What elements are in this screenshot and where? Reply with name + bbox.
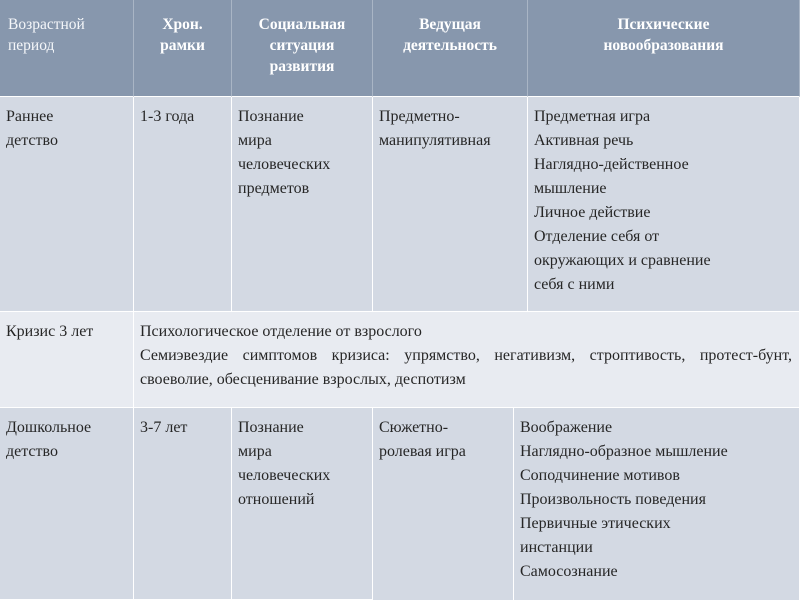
row-early-formation-5: Личное действие <box>534 204 651 221</box>
row-crisis-description <box>134 312 800 408</box>
row-preschool-social <box>232 408 373 600</box>
row-preschool-activity-line-1: Сюжетно- <box>379 419 449 436</box>
row-early-formation-3: Наглядно-действенное <box>534 156 689 173</box>
row-early-range <box>134 97 232 312</box>
header-mental-formations <box>528 0 800 97</box>
row-early-social-line-4: предметов <box>238 180 310 197</box>
row-early-formation-6: Отделение себя от <box>534 228 660 245</box>
header-mental-formations-line-1: Психические <box>617 16 710 33</box>
header-social-situation-line-3: развития <box>269 58 335 75</box>
row-preschool-social-line-4: отношений <box>238 491 315 508</box>
row-preschool-formation-4: Произвольность поведения <box>520 491 706 508</box>
row-early-social-line-3: человеческих <box>238 156 331 173</box>
row-preschool-formation-7: Самосознание <box>520 563 618 580</box>
row-preschool-social-line-3: человеческих <box>238 467 331 484</box>
header-chrono-range-line-2: рамки <box>160 37 205 54</box>
row-preschool-activity-line-2: ролевая игра <box>379 443 466 460</box>
row-early-formation-4: мышление <box>534 180 607 197</box>
row-early-formation-7: окружающих и сравнение <box>534 252 711 269</box>
header-social-situation-line-2: ситуация <box>269 37 335 54</box>
row-preschool-formation-3: Соподчинение мотивов <box>520 467 680 484</box>
row-preschool-split <box>373 408 800 600</box>
row-preschool-period-line-2: детство <box>6 443 58 460</box>
header-social-situation-line-1: Социальная <box>258 16 346 33</box>
row-preschool-formation-5: Первичные этических <box>520 515 671 532</box>
row-early-activity-line-1: Предметно- <box>379 108 460 125</box>
header-leading-activity-line-1: Ведущая <box>419 16 481 33</box>
row-early-formation-8: себя с ними <box>534 276 615 293</box>
row-preschool-range <box>134 408 232 600</box>
header-mental-formations-line-2: новообразования <box>603 37 724 54</box>
row-early-range-text: 1-3 года <box>140 108 195 125</box>
row-early-period-line-2: детство <box>6 132 58 149</box>
row-preschool-formation-6: инстанции <box>520 539 593 556</box>
row-preschool-social-line-1: Познание <box>238 419 304 436</box>
row-preschool-period-line-1: Дошкольное <box>6 419 92 436</box>
header-social-situation <box>232 0 373 97</box>
row-preschool-period <box>0 408 134 600</box>
row-crisis-line-2: Семиэвездие симптомов кризиса: упрямство, негативизм, строптивость, протест-бунт, своеволие, обесценивание взрослых, деспотизм <box>140 347 792 388</box>
header-chrono-range-line-1: Хрон. <box>162 16 203 33</box>
row-preschool-formation-1: Воображение <box>520 419 613 436</box>
row-preschool-activity <box>373 408 514 600</box>
row-crisis-period <box>0 312 134 408</box>
row-crisis-period-text: Кризис 3 лет <box>6 323 94 340</box>
row-early-period <box>0 97 134 312</box>
row-preschool-range-text: 3-7 лет <box>140 419 188 436</box>
row-preschool-social-line-2: мира <box>238 443 272 460</box>
row-preschool-formations <box>514 408 800 600</box>
header-age-period-line-2: период <box>8 37 55 54</box>
header-leading-activity <box>373 0 528 97</box>
row-preschool-formation-2: Наглядно-образное мышление <box>520 443 728 460</box>
header-leading-activity-line-2: деятельность <box>403 37 497 54</box>
row-early-activity-line-2: манипулятивная <box>379 132 491 149</box>
row-early-period-line-1: Раннее <box>6 108 54 125</box>
row-early-formation-2: Активная речь <box>534 132 634 149</box>
row-crisis-line-1: Психологическое отделение от взрослого <box>140 323 422 340</box>
row-early-social-line-2: мира <box>238 132 272 149</box>
row-early-activity <box>373 97 528 312</box>
row-early-social-line-1: Познание <box>238 108 304 125</box>
row-early-social <box>232 97 373 312</box>
header-age-period <box>0 0 134 97</box>
row-early-formation-1: Предметная игра <box>534 108 651 125</box>
header-age-period-line-1: Возрастной <box>8 16 85 33</box>
header-chrono-range <box>134 0 232 97</box>
row-early-formations <box>528 97 800 312</box>
